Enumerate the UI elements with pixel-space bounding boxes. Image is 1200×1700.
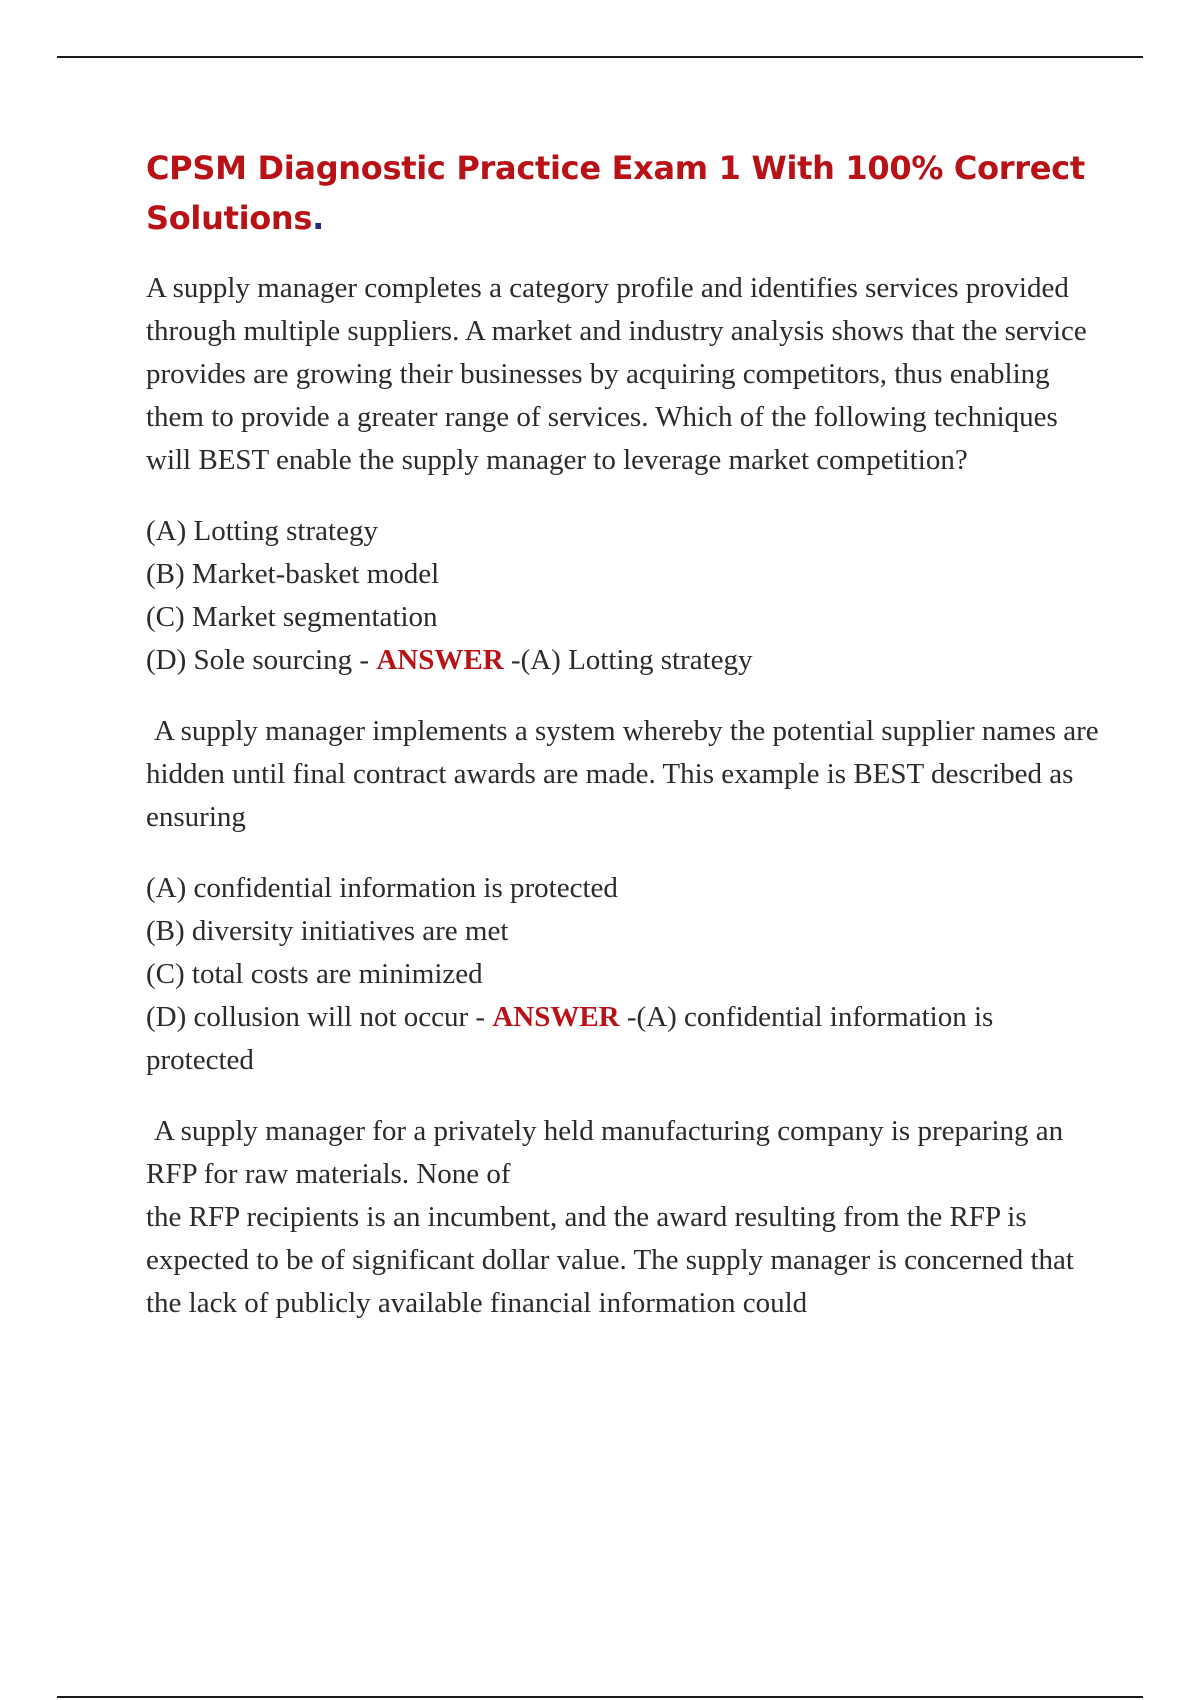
question-1-option-b: (B) Market-basket model [146, 558, 440, 590]
question-2-option-d [146, 996, 1101, 1082]
question-2-option-b: (B) diversity initiatives are met [146, 915, 509, 947]
question-3-stem-line-2: the RFP recipients is an incumbent, and the award resulting from the RFP is expected to be of significant dollar value. The supply manager is concerned that the lack of publicly available financial information could [146, 1201, 1074, 1319]
question-1-option-c: (C) Market segmentation [146, 601, 438, 633]
top-rule [57, 56, 1143, 58]
question-3-stem-line-1: A supply manager for a privately held manufacturing company is preparing an RFP for raw materials. None of [146, 1115, 1064, 1190]
title-period: . [312, 199, 325, 237]
question-1-options [146, 510, 1101, 682]
question-2-option-d-text: (D) collusion will not occur - [146, 1001, 493, 1033]
document-content [146, 143, 1101, 1353]
question-1-option-d-text: (D) Sole sourcing - [146, 644, 377, 676]
question-1-option-d [146, 639, 1101, 682]
question-2-option-a: (A) confidential information is protected [146, 872, 618, 904]
question-2-option-c: (C) total costs are minimized [146, 958, 483, 990]
question-1-answer-label: ANSWER [376, 644, 504, 676]
question-2-options [146, 867, 1101, 1082]
question-2-stem: A supply manager implements a system whereby the potential supplier names are hidden until final contract awards are made. This example is BEST described as ensuring [146, 715, 1099, 833]
title-text: CPSM Diagnostic Practice Exam 1 With 100% Correct Solutions [146, 149, 1085, 237]
question-1-answer-text: -(A) Lotting strategy [503, 644, 753, 676]
question-1-stem: A supply manager completes a category profile and identifies services provided through multiple suppliers. A market and industry analysis shows that the service provides are growing their businesses by acquiring competitors, thus enabling them to provide a greater range of services. Which of the following techniques will BEST enable the supply manager to leverage market competition? [146, 272, 1087, 476]
question-2-answer-label: ANSWER [492, 1001, 620, 1033]
question-3-stem [146, 1110, 1101, 1325]
bottom-rule [57, 1696, 1143, 1698]
document-title [146, 143, 1101, 243]
question-2-answer-text: -(A) confidential information is protected [146, 1001, 994, 1076]
question-1-option-a: (A) Lotting strategy [146, 515, 378, 547]
